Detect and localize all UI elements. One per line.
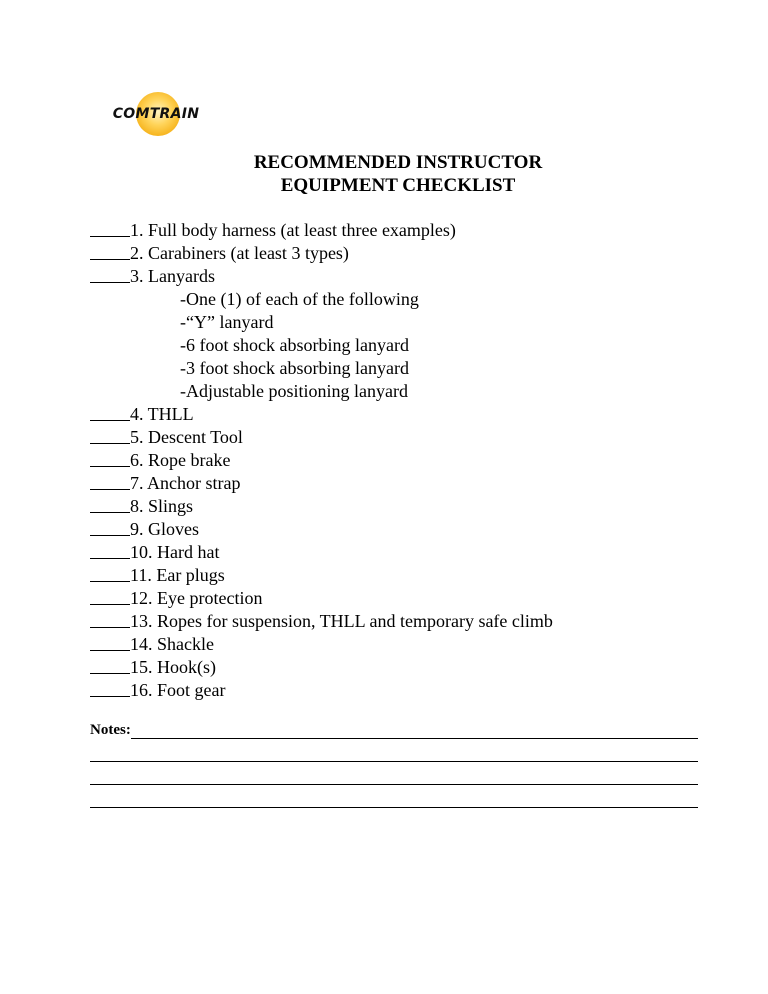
- check-blank[interactable]: [90, 426, 130, 444]
- checklist-item: [90, 426, 730, 449]
- checklist-item-text: -Adjustable positioning lanyard: [180, 381, 408, 401]
- check-blank[interactable]: [90, 403, 130, 421]
- check-blank[interactable]: [90, 265, 130, 283]
- checklist-item: [90, 472, 730, 495]
- check-blank[interactable]: [90, 518, 130, 536]
- notes-blank-line[interactable]: [131, 720, 698, 739]
- checklist-item-text: -“Y” lanyard: [180, 312, 274, 332]
- checklist-item-text: 8. Slings: [130, 496, 194, 516]
- checklist-subitem: [90, 380, 730, 403]
- checklist-item: [90, 403, 730, 426]
- checklist-item: [90, 541, 730, 564]
- checklist-item: [90, 587, 730, 610]
- checklist-item: [90, 219, 730, 242]
- page-title-line-1: RECOMMENDED INSTRUCTOR: [253, 152, 543, 173]
- notes-blank-line[interactable]: [90, 785, 698, 808]
- checklist-subitem: [90, 334, 730, 357]
- check-blank[interactable]: [90, 564, 130, 582]
- checklist-item: [90, 679, 730, 702]
- check-blank[interactable]: [90, 656, 130, 674]
- checklist-item-text: -3 foot shock absorbing lanyard: [180, 358, 409, 378]
- notes-first-row: [90, 717, 698, 739]
- checklist-item-text: 14. Shackle: [130, 634, 214, 654]
- checklist-item: [90, 518, 730, 541]
- check-blank[interactable]: [90, 495, 130, 513]
- checklist-item-text: 3. Lanyards: [130, 266, 215, 286]
- checklist-item: [90, 242, 730, 265]
- checklist-subitem: [90, 288, 730, 311]
- checklist-item-text: 6. Rope brake: [130, 450, 231, 470]
- checklist-item-text: -One (1) of each of the following: [180, 289, 419, 309]
- checklist-item-text: 9. Gloves: [130, 519, 199, 539]
- check-blank[interactable]: [90, 679, 130, 697]
- equipment-checklist: [90, 219, 730, 702]
- checklist-item: [90, 265, 730, 288]
- checklist-item-text: 2. Carabiners (at least 3 types): [130, 243, 349, 263]
- checklist-subitem: [90, 311, 730, 334]
- checklist-subitem: [90, 357, 730, 380]
- checklist-item: [90, 449, 730, 472]
- checklist-item-text: 15. Hook(s): [130, 657, 216, 677]
- checklist-item-text: 10. Hard hat: [130, 542, 220, 562]
- check-blank[interactable]: [90, 541, 130, 559]
- check-blank[interactable]: [90, 449, 130, 467]
- comtrain-logo: [100, 92, 212, 142]
- checklist-item-text: 7. Anchor strap: [130, 473, 241, 493]
- check-blank[interactable]: [90, 610, 130, 628]
- check-blank[interactable]: [90, 633, 130, 651]
- notes-blank-line[interactable]: [90, 762, 698, 785]
- checklist-item: [90, 495, 730, 518]
- check-blank[interactable]: [90, 242, 130, 260]
- notes-lines: [90, 739, 698, 808]
- checklist-item-text: -6 foot shock absorbing lanyard: [180, 335, 409, 355]
- check-blank[interactable]: [90, 219, 130, 237]
- checklist-item-text: 16. Foot gear: [130, 680, 226, 700]
- check-blank[interactable]: [90, 587, 130, 605]
- notes-label: Notes:: [90, 722, 131, 738]
- logo-text: COMTRAIN: [112, 106, 200, 122]
- checklist-item: [90, 564, 730, 587]
- checklist-item: [90, 610, 730, 633]
- checklist-item-text: 5. Descent Tool: [130, 427, 243, 447]
- notes-section: [90, 717, 698, 808]
- checklist-item-text: 4. THLL: [130, 404, 194, 424]
- page-title-line-2: EQUIPMENT CHECKLIST: [280, 175, 516, 196]
- notes-blank-line[interactable]: [90, 739, 698, 762]
- checklist-item: [90, 633, 730, 656]
- checklist-item-text: 12. Eye protection: [130, 588, 263, 608]
- checklist-item: [90, 656, 730, 679]
- checklist-item-text: 1. Full body harness (at least three examples): [130, 220, 456, 240]
- checklist-item-text: 11. Ear plugs: [130, 565, 225, 585]
- check-blank[interactable]: [90, 472, 130, 490]
- checklist-item-text: 13. Ropes for suspension, THLL and temporary safe climb: [130, 611, 553, 631]
